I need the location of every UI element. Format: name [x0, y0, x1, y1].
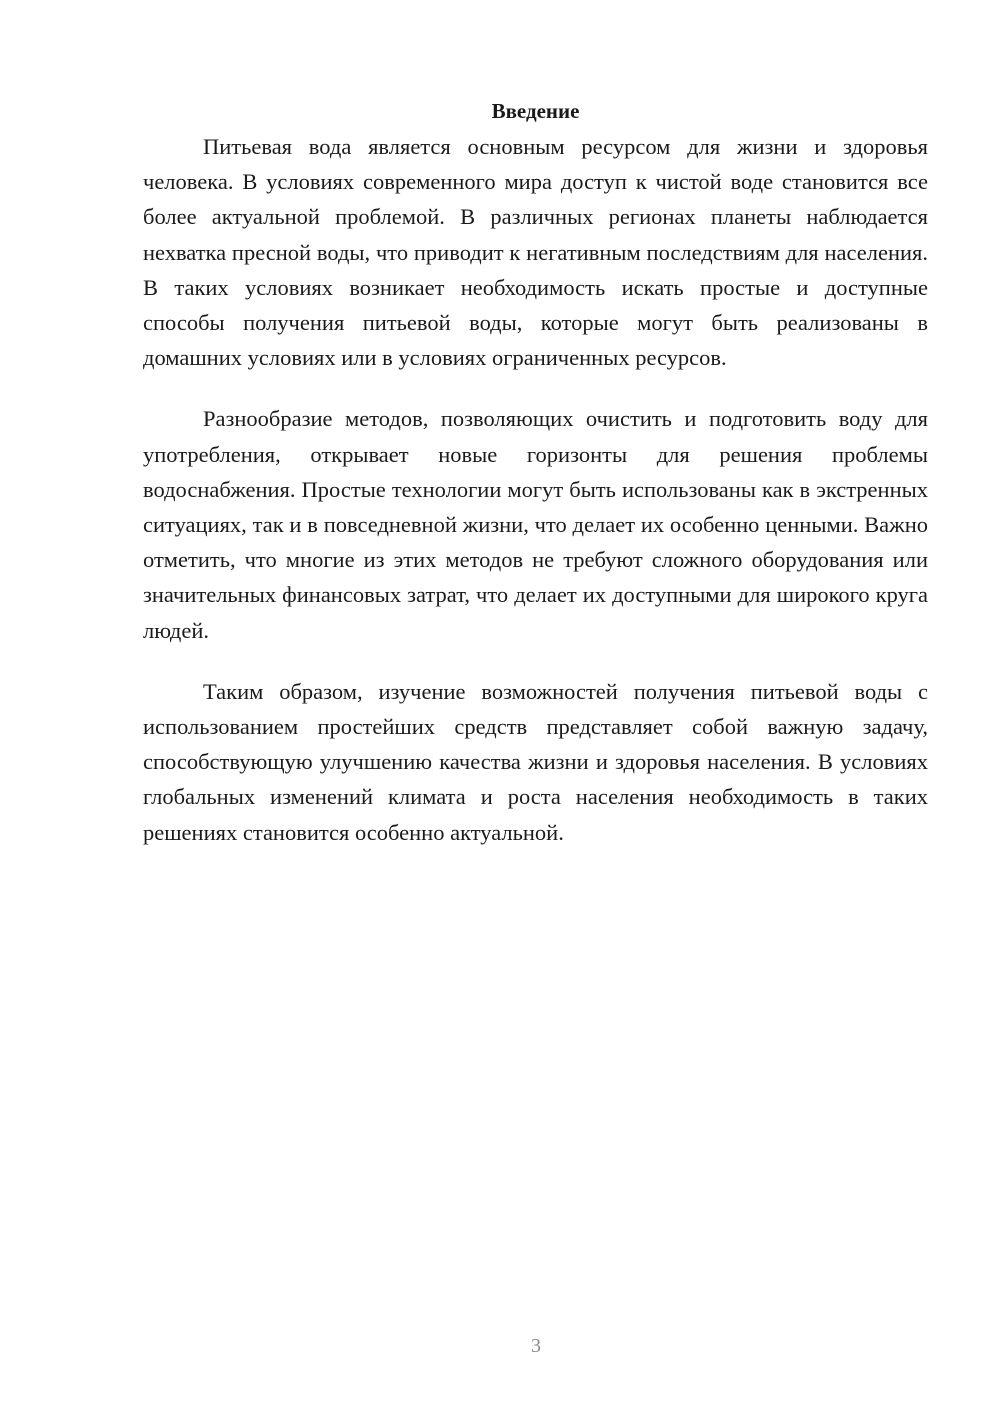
- paragraph-1: Питьевая вода является основным ресурсом для жизни и здоровья человека. В условиях современного мира доступ к чистой воде становится все более актуальной проблемой. В различных регионах планеты наблюдается нехватка пресной воды, что приводит к негативным последствиям для населения. В таких условиях возникает необходимость искать простые и доступные способы получения питьевой воды, которые могут быть реализованы в домашних условиях или в условиях ограниченных ресурсов.: [143, 134, 928, 371]
- paragraph-2: Разнообразие методов, позволяющих очистить и подготовить воду для употребления, открывает новые горизонты для решения проблемы водоснабжения. Простые технологии могут быть использованы как в экстренных ситуациях, так и в повседневной жизни, что делает их особенно ценными. Важно отметить, что многие из этих методов не требуют сложного оборудования или значительных финансовых затрат, что делает их доступными для широкого круга людей.: [143, 406, 928, 643]
- paragraph-3: Таким образом, изучение возможностей получения питьевой воды с использованием простейших средств представляет собой важную задачу, способствующую улучшению качества жизни и здоровья населения. В условиях глобальных изменений климата и роста населения необходимость в таких решениях становится особенно актуальной.: [143, 678, 928, 845]
- page-number: 3: [531, 1335, 541, 1357]
- section-title: Введение: [491, 99, 580, 123]
- page-content: [143, 96, 928, 876]
